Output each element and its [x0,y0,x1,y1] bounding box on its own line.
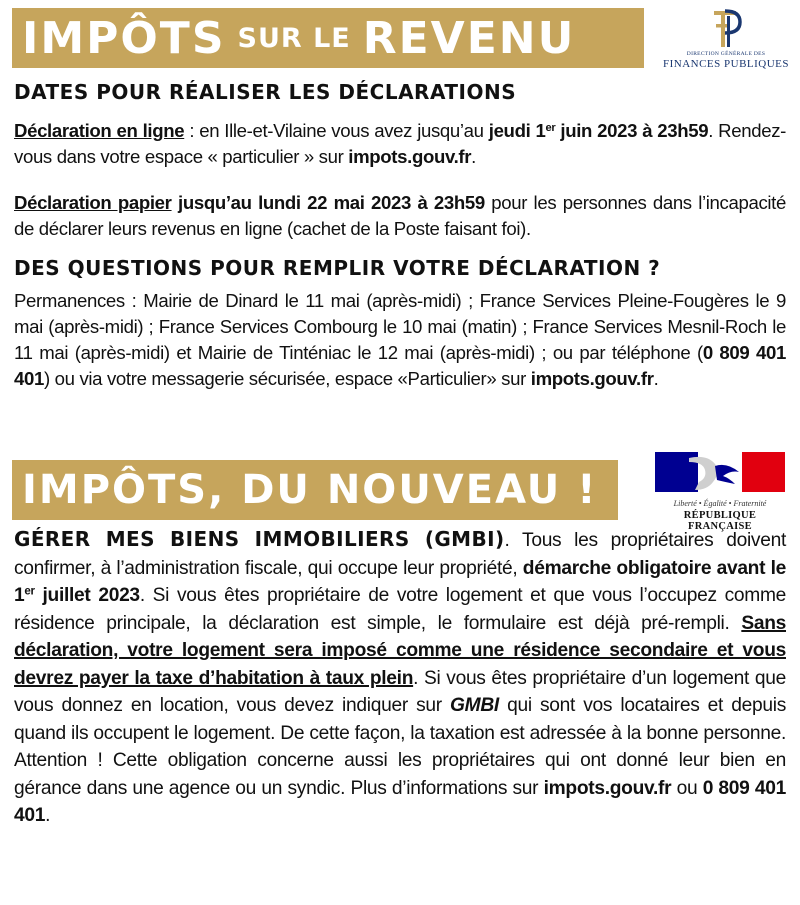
finances-logo-line2: FINANCES PUBLIQUES [662,58,790,70]
heading-questions: DES QUESTIONS POUR REMPLIR VOTRE DÉCLARATION ? [14,256,661,280]
deadline-online [489,120,709,141]
republique-francaise-label: RÉPUBLIQUE FRANÇAISE [683,510,757,532]
paragraph-gmbi [14,526,786,830]
banner-impots-nouveau: IMPÔTS, DU NOUVEAU ! [12,460,618,520]
website-impots: impots.gouv.fr [530,368,654,389]
paragraph-declaration-en-ligne [14,118,786,170]
text-segment: démarche obligatoire avant le 1 [14,557,786,606]
banner1-word-sur-le: SUR LE [237,22,351,54]
text-segment: : en Ille-et-Vilaine vous avez jusqu’au [184,120,489,141]
text-segment: jeudi 1 [488,120,546,141]
text-segment: juin 2023 à 23h59 [555,120,709,141]
banner1-word-impots: IMPÔTS [22,12,226,64]
deadline-paper: jusqu’au lundi 22 mai 2023 à 23h59 [171,192,485,213]
paragraph-permanences [14,288,786,392]
text-segment: ou [671,777,703,799]
banner1-word-revenu: REVENU [362,12,576,64]
paragraph-declaration-papier [14,190,786,242]
gmbi-title: GÉRER MES BIENS IMMOBILIERS (GMBI) [14,527,505,551]
text-segment: . Si vous êtes propriétaire d’un logement que vous donnez en location, vous devez indiquer sur [14,667,786,716]
text-segment: Permanences : Mairie de Dinard le 11 mai (après-midi) ; France Services Pleine-Fougères le 9 mai (après-midi) ; France Services Combourg le 10 mai (matin) ; France Services Mesnil-Roch le 11 mai (après-midi) et Mairie de Tinténiac le 12 mai (après-midi) ; ou par téléphone ( [14,290,786,363]
text-segment: qui sont vos locataires et depuis quand ils occupent le logement. De cette façon, la taxation est adressée à la bonne personne. Attention ! Cette obligation concerne aussi les propriétaires qui ont donné leur bien en gérance dans une agence ou un syndic. Plus d’informations sur [14,695,786,799]
gmbi-warning: Sans déclaration, votre logement sera imposé comme une résidence secondaire et vous devrez payer la taxe d’habitation à taux plein [14,612,786,689]
republique-francaise-logo [655,452,785,532]
phone-number: 0 809 401 401 [14,777,786,826]
text-segment: . Si vous êtes propriétaire de votre logement et que vous l’occupez comme résidence principale, la déclaration est simple, le formulaire est déjà pré-rempli. [14,585,786,634]
finances-publiques-emblem-icon [704,8,748,50]
label-declaration-papier: Déclaration papier [14,192,172,213]
finances-publiques-logo [660,8,792,78]
website-impots: impots.gouv.fr [348,146,472,167]
gmbi-acronym: GMBI [450,695,499,716]
phone-number: 0 809 401 401 [14,342,786,389]
text-segment: . Rendez-vous dans votre espace « particulier » sur [14,120,786,167]
marianne-flag-icon [655,452,785,492]
text-segment: . Tous les propriétaires doivent confirmer, à l’administration fiscale, qui occupe leur propriété, [14,530,786,579]
label-declaration-en-ligne: Déclaration en ligne [14,120,185,141]
text-segment: . [471,146,476,167]
republique-motto: Liberté • Égalité • Fraternité [673,499,767,508]
text-segment: juillet 2023 [34,585,140,606]
banner-impots-revenu [12,8,644,68]
superscript: er [24,585,35,598]
website-impots: impots.gouv.fr [543,777,672,799]
superscript: er [545,121,556,134]
text-segment: . [653,368,659,389]
text-segment: . [45,805,51,826]
text-segment: ) ou via votre messagerie sécurisée, espace «Particulier» sur [43,368,531,389]
finances-logo-line1: DIRECTION GÉNÉRALE DES [686,51,766,57]
text-segment: pour les personnes dans l’incapacité de déclarer leurs revenus en ligne (cachet de la Poste faisant foi). [14,192,786,239]
heading-dates-declarations: DATES POUR RÉALISER LES DÉCLARATIONS [14,80,517,104]
